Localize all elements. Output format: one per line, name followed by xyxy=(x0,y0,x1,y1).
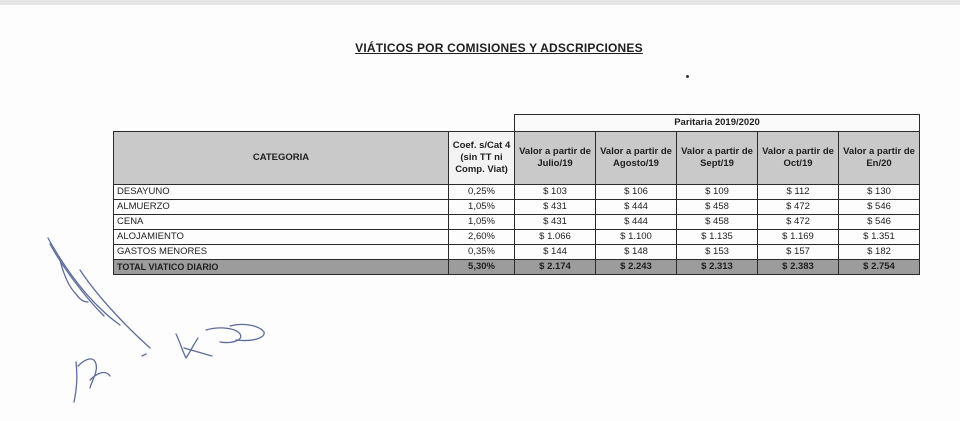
row-value: $ 444 xyxy=(596,200,677,215)
row-coef: 0,25% xyxy=(449,185,515,200)
row-value: $ 444 xyxy=(596,215,677,230)
total-value: $ 2.313 xyxy=(677,260,758,275)
total-value: $ 2.754 xyxy=(839,260,920,275)
total-value: $ 2.174 xyxy=(515,260,596,275)
row-value: $ 546 xyxy=(839,215,920,230)
row-value: $ 546 xyxy=(839,200,920,215)
row-coef: 2,60% xyxy=(449,230,515,245)
row-value: $ 157 xyxy=(758,245,839,260)
row-value: $ 1.135 xyxy=(677,230,758,245)
row-value: $ 130 xyxy=(839,185,920,200)
total-categoria: TOTAL VIATICO DIARIO xyxy=(114,260,449,275)
header-period-en: Valor a partir de En/20 xyxy=(839,132,920,185)
row-value: $ 148 xyxy=(596,245,677,260)
table-row xyxy=(114,185,920,200)
row-value: $ 106 xyxy=(596,185,677,200)
row-value: $ 153 xyxy=(677,245,758,260)
row-value: $ 431 xyxy=(515,215,596,230)
row-categoria: GASTOS MENORES xyxy=(114,245,449,260)
row-value: $ 1.066 xyxy=(515,230,596,245)
row-value: $ 458 xyxy=(677,200,758,215)
scan-top-edge xyxy=(0,0,960,5)
header-period-julio: Valor a partir de Julio/19 xyxy=(515,132,596,185)
group-header-paritaria: Paritaria 2019/2020 xyxy=(515,115,920,132)
table-row xyxy=(114,215,920,230)
row-value: $ 431 xyxy=(515,200,596,215)
header-categoria: CATEGORIA xyxy=(114,132,449,185)
row-value: $ 472 xyxy=(758,215,839,230)
handwritten-signature xyxy=(40,230,280,410)
table-row xyxy=(114,200,920,215)
header-period-oct: Valor a partir de Oct/19 xyxy=(758,132,839,185)
header-period-sept: Valor a partir de Sept/19 xyxy=(677,132,758,185)
row-categoria: CENA xyxy=(114,215,449,230)
row-coef: 1,05% xyxy=(449,215,515,230)
row-value: $ 112 xyxy=(758,185,839,200)
row-value: $ 1.169 xyxy=(758,230,839,245)
total-coef: 5,30% xyxy=(449,260,515,275)
row-value: $ 1.100 xyxy=(596,230,677,245)
row-value: $ 182 xyxy=(839,245,920,260)
row-value: $ 458 xyxy=(677,215,758,230)
row-categoria: ALMUERZO xyxy=(114,200,449,215)
row-categoria: ALOJAMIENTO xyxy=(114,230,449,245)
total-value: $ 2.383 xyxy=(758,260,839,275)
row-value: $ 103 xyxy=(515,185,596,200)
header-period-agosto: Valor a partir de Agosto/19 xyxy=(596,132,677,185)
header-coef: Coef. s/Cat 4 (sin TT ni Comp. Viat) xyxy=(449,132,515,185)
row-value: $ 1.351 xyxy=(839,230,920,245)
row-value: $ 472 xyxy=(758,200,839,215)
document-title: VIÁTICOS POR COMISIONES Y ADSCRIPCIONES xyxy=(355,41,643,55)
row-coef: 1,05% xyxy=(449,200,515,215)
row-coef: 0,35% xyxy=(449,245,515,260)
row-value: $ 144 xyxy=(515,245,596,260)
total-value: $ 2.243 xyxy=(596,260,677,275)
row-categoria: DESAYUNO xyxy=(114,185,449,200)
scan-speck xyxy=(686,75,689,78)
row-value: $ 109 xyxy=(677,185,758,200)
header-spacer xyxy=(114,115,515,132)
